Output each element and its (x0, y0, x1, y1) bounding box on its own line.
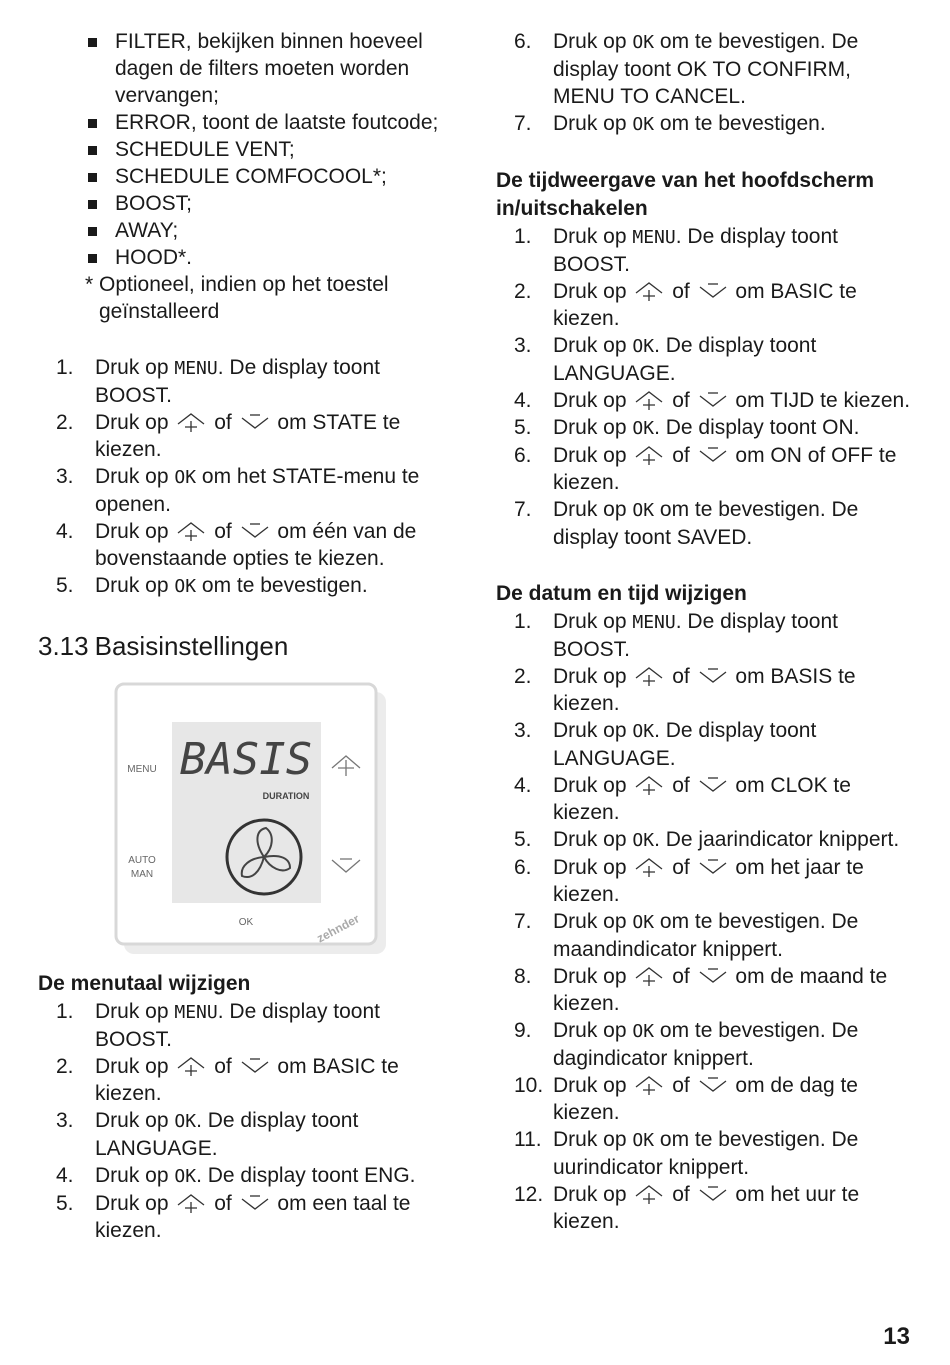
page-number: 13 (883, 1323, 910, 1350)
step-number: 7. (514, 112, 532, 135)
bullet-item: SCHEDULE COMFOCOOL*; (85, 163, 458, 190)
step-text: Druk op (553, 1183, 633, 1206)
step-text: Druk op (95, 411, 175, 434)
step-text-or: of (208, 1055, 238, 1078)
step-number: 5. (514, 416, 532, 439)
step-item (38, 1162, 458, 1190)
step-number: 1. (514, 610, 532, 633)
step-text: om het STATE-menu te openen. (95, 465, 420, 516)
step-text: Druk op (553, 774, 633, 797)
up-plus-icon (174, 518, 208, 542)
bullet-item: BOOST; (85, 190, 458, 217)
step-text: om de maand te kiezen. (553, 965, 888, 1015)
step-text: Druk op (553, 498, 633, 521)
down-minus-icon (696, 1181, 730, 1205)
step-item (496, 1072, 916, 1126)
key-label: MENU (632, 227, 676, 248)
step-item (38, 409, 458, 463)
step-text: . De display toont BOOST. (553, 610, 838, 661)
display-text: BASIS (179, 734, 313, 785)
step-number: 11. (514, 1128, 542, 1151)
step-number: 1. (514, 225, 532, 248)
step-number: 3. (514, 334, 532, 357)
key-label: MENU (632, 612, 676, 633)
man-key-label: MAN (130, 869, 154, 880)
up-plus-icon (174, 1190, 208, 1214)
step-item (496, 608, 916, 663)
step-text: Druk op (553, 280, 633, 303)
step-text: Druk op (553, 112, 633, 135)
step-number: 2. (56, 411, 74, 434)
step-text: om een taal te kiezen. (95, 1192, 411, 1242)
up-plus-icon (632, 772, 666, 796)
left-column (38, 28, 458, 1244)
step-text: Druk op (553, 610, 633, 633)
step-number: 7. (514, 498, 532, 521)
step-text: Druk op (95, 1055, 175, 1078)
menu-key-label: MENU (127, 764, 157, 775)
bullet-item: SCHEDULE VENT; (85, 136, 458, 163)
duration-label: DURATION (262, 791, 310, 801)
step-text: om het jaar te kiezen. (553, 856, 864, 906)
down-minus-icon (696, 1072, 730, 1096)
step-number: 10. (514, 1074, 544, 1097)
step-text-or: of (208, 411, 238, 434)
key-label: OK (174, 1166, 197, 1187)
step-text: Druk op (95, 465, 175, 488)
step-text: Druk op (553, 1128, 633, 1151)
step-item (496, 663, 916, 717)
step-text: Druk op (95, 574, 175, 597)
key-label: OK (632, 500, 655, 521)
section-name: Basisinstellingen (94, 631, 289, 661)
step-number: 4. (514, 774, 532, 797)
key-label: OK (174, 467, 197, 488)
step-item (496, 963, 916, 1017)
bullet-item: HOOD*. (85, 244, 458, 271)
step-item (496, 414, 916, 442)
state-steps-list (38, 354, 458, 600)
step-text: om TIJD te kiezen. (729, 389, 911, 412)
up-plus-icon (632, 278, 666, 302)
up-plus-icon (632, 1181, 666, 1205)
state-options-list (85, 28, 458, 271)
step-number: 1. (56, 356, 74, 379)
language-heading: De menutaal wijzigen (38, 972, 251, 995)
step-text: om te bevestigen. De display toont OK TO CONFIRM, MENU TO CANCEL. (553, 30, 859, 108)
control-panel-illustration (114, 682, 390, 958)
step-number: 2. (514, 665, 532, 688)
step-item (496, 717, 916, 772)
step-item (38, 1107, 458, 1162)
down-minus-icon (238, 1190, 272, 1214)
step-text-or: of (666, 1074, 696, 1097)
step-number: 6. (514, 856, 532, 879)
step-number: 4. (56, 1164, 74, 1187)
step-text: Druk op (553, 910, 633, 933)
step-item (38, 354, 458, 409)
step-text-or: of (208, 520, 238, 543)
down-minus-icon (238, 518, 272, 542)
step-text: Druk op (95, 356, 175, 379)
step-number: 5. (56, 1192, 74, 1215)
step-text: Druk op (95, 1192, 175, 1215)
up-plus-icon (632, 442, 666, 466)
step-item (496, 908, 916, 963)
step-text: om BASIC te kiezen. (95, 1055, 399, 1105)
key-label: OK (632, 830, 655, 851)
step-text: Druk op (553, 334, 633, 357)
step-item (38, 1190, 458, 1244)
step-item (496, 387, 916, 414)
section-title (38, 630, 458, 662)
language-steps-continued (496, 28, 916, 138)
step-text: . De display toont BOOST. (95, 356, 380, 407)
step-text-or: of (666, 1183, 696, 1206)
step-text-or: of (666, 774, 696, 797)
down-minus-icon (696, 854, 730, 878)
down-minus-icon (696, 278, 730, 302)
step-number: 3. (56, 1109, 74, 1132)
step-text: Druk op (553, 1074, 633, 1097)
step-text: . De display toont ON. (654, 416, 860, 439)
step-text-or: of (666, 444, 696, 467)
date-time-heading: De datum en tijd wijzigen (496, 582, 747, 605)
step-item (496, 332, 916, 387)
key-label: MENU (174, 358, 218, 379)
step-text: om het uur te kiezen. (553, 1183, 860, 1233)
key-label: OK (174, 576, 197, 597)
up-plus-icon (632, 663, 666, 687)
right-column (496, 28, 916, 1235)
key-label: OK (632, 418, 655, 439)
step-number: 2. (56, 1055, 74, 1078)
step-text: om te bevestigen. (196, 574, 368, 597)
down-minus-icon (238, 409, 272, 433)
section-number: 3.13 (38, 631, 89, 661)
up-plus-icon (632, 387, 666, 411)
step-text: Druk op (553, 665, 633, 688)
step-text: om te bevestigen. De maandindicator knippert. (553, 910, 859, 961)
step-text: Druk op (95, 520, 175, 543)
step-text: Druk op (553, 444, 633, 467)
step-text: Druk op (95, 1000, 175, 1023)
language-steps-list (38, 998, 458, 1244)
key-label: OK (632, 1021, 655, 1042)
step-item (496, 442, 916, 496)
down-minus-icon (238, 1053, 272, 1077)
bullet-item: AWAY; (85, 217, 458, 244)
key-label: OK (632, 114, 655, 135)
step-text: om te bevestigen. De dagindicator knippert. (553, 1019, 859, 1070)
key-label: MENU (174, 1002, 218, 1023)
step-number: 5. (56, 574, 74, 597)
bullet-item: FILTER, bekijken binnen hoeveel dagen de filters moeten worden vervangen; (85, 28, 458, 109)
down-minus-icon (696, 663, 730, 687)
step-text: . De display toont LANGUAGE. (553, 719, 817, 770)
key-label: OK (632, 336, 655, 357)
step-number: 5. (514, 828, 532, 851)
up-plus-icon (632, 854, 666, 878)
step-number: 3. (514, 719, 532, 742)
step-text-or: of (666, 965, 696, 988)
step-item (38, 518, 458, 572)
step-text: om ON of OFF te kiezen. (553, 444, 897, 494)
step-item (496, 278, 916, 332)
step-text: om CLOK te kiezen. (553, 774, 851, 824)
optional-note: * Optioneel, indien op het toestel geïnstalleerd (85, 273, 389, 323)
up-plus-icon (632, 963, 666, 987)
step-text: Druk op (95, 1164, 175, 1187)
auto-key-label: AUTO (128, 855, 156, 866)
step-text: om te bevestigen. (654, 112, 826, 135)
step-number: 7. (514, 910, 532, 933)
step-text: om BASIC te kiezen. (553, 280, 857, 330)
step-number: 1. (56, 1000, 74, 1023)
time-display-steps-list (496, 223, 916, 551)
step-number: 12. (514, 1183, 544, 1206)
step-item (38, 1053, 458, 1107)
step-item (38, 998, 458, 1053)
step-text-or: of (666, 389, 696, 412)
step-text: Druk op (95, 1109, 175, 1132)
step-text: Druk op (553, 828, 633, 851)
step-item (496, 772, 916, 826)
key-label: OK (632, 32, 655, 53)
key-label: OK (632, 721, 655, 742)
step-item (496, 826, 916, 854)
step-item (496, 223, 916, 278)
step-text: Druk op (553, 30, 633, 53)
step-item (496, 1017, 916, 1072)
step-text-or: of (666, 280, 696, 303)
step-item (496, 854, 916, 908)
key-label: OK (632, 912, 655, 933)
step-text: Druk op (553, 719, 633, 742)
step-item (38, 463, 458, 518)
bullet-item: ERROR, toont de laatste foutcode; (85, 109, 458, 136)
step-item (496, 1126, 916, 1181)
step-text-or: of (666, 665, 696, 688)
step-number: 4. (56, 520, 74, 543)
up-plus-icon (632, 1072, 666, 1096)
step-number: 4. (514, 389, 532, 412)
step-text: om STATE te kiezen. (95, 411, 401, 461)
step-text: Druk op (553, 416, 633, 439)
step-item (38, 572, 458, 600)
device-drawing (114, 682, 390, 958)
step-item (496, 1181, 916, 1235)
step-text: Druk op (553, 389, 633, 412)
step-text: om de dag te kiezen. (553, 1074, 858, 1124)
key-label: OK (174, 1111, 197, 1132)
step-number: 9. (514, 1019, 532, 1042)
up-plus-icon (174, 409, 208, 433)
step-number: 8. (514, 965, 532, 988)
step-text: . De jaarindicator knippert. (654, 828, 900, 851)
brand-logo: zehnder (314, 911, 362, 946)
down-minus-icon (696, 387, 730, 411)
down-minus-icon (696, 442, 730, 466)
key-label: OK (632, 1130, 655, 1151)
step-text: om te bevestigen. De uurindicator knippert. (553, 1128, 859, 1179)
step-text: om BASIS te kiezen. (553, 665, 856, 715)
step-text: Druk op (553, 965, 633, 988)
time-display-heading: De tijdweergave van het hoofdscherm in/uitschakelen (496, 169, 875, 220)
step-number: 6. (514, 444, 532, 467)
step-text: . De display toont BOOST. (95, 1000, 380, 1051)
step-item (496, 28, 916, 110)
step-text: Druk op (553, 856, 633, 879)
step-text: Druk op (553, 225, 633, 248)
up-plus-icon (174, 1053, 208, 1077)
ok-key-label: OK (238, 917, 254, 928)
date-time-steps-list (496, 608, 916, 1235)
step-text: . De display toont BOOST. (553, 225, 838, 276)
step-number: 3. (56, 465, 74, 488)
step-text: Druk op (553, 1019, 633, 1042)
step-item (496, 110, 916, 138)
step-number: 6. (514, 30, 532, 53)
step-text: om te bevestigen. De display toont SAVED. (553, 498, 859, 549)
down-minus-icon (696, 772, 730, 796)
step-text: . De display toont LANGUAGE. (95, 1109, 359, 1160)
step-text: . De display toont LANGUAGE. (553, 334, 817, 385)
step-text: . De display toont ENG. (196, 1164, 416, 1187)
step-text: om één van de bovenstaande opties te kiezen. (95, 520, 417, 570)
step-number: 2. (514, 280, 532, 303)
down-minus-icon (696, 963, 730, 987)
step-item (496, 496, 916, 551)
step-text-or: of (666, 856, 696, 879)
step-text-or: of (208, 1192, 238, 1215)
